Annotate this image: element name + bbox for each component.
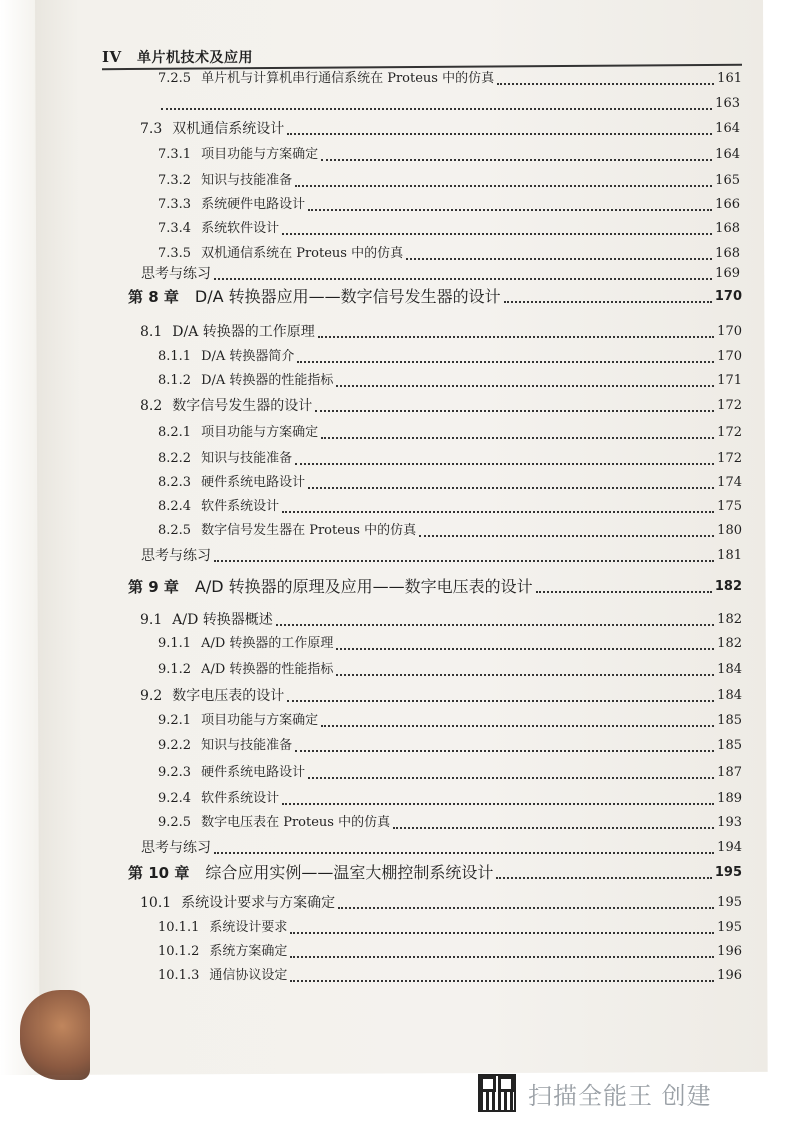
toc-entry [128,863,742,883]
toc-dot-leader [336,673,714,676]
toc-entry-number: 8.2.3 [158,475,192,490]
toc-entry-page: 166 [715,197,740,212]
toc-entry-number: 10.1.2 [158,944,200,959]
toc-entry [158,94,740,114]
toc-entry-page: 170 [717,349,742,364]
toc-entry [158,711,742,731]
toc-entry [140,610,742,630]
toc-dot-leader [214,277,712,280]
toc-dot-leader [406,257,712,260]
toc-entry-number: 8.2.2 [158,451,192,466]
toc-entry-page: 185 [717,738,742,753]
toc-entry-page: 184 [717,688,742,703]
toc-entry-page: 187 [717,765,742,780]
toc-entry [158,497,742,517]
toc-entry-number: 8.1.1 [158,349,192,364]
toc-entry-number: 第 10 章 [128,864,190,882]
toc-dot-leader [282,232,712,235]
toc-entry-number: 9.2 [140,688,163,704]
toc-entry [141,264,740,284]
toc-entry-page: 196 [717,968,742,983]
toc-entry-title: 数字电压表在 Proteus 中的仿真 [201,815,391,830]
toc-dot-leader [214,851,714,854]
toc-entry [140,686,742,706]
toc-entry-page: 172 [717,398,742,413]
toc-entry-number: 7.3.5 [158,246,192,261]
toc-dot-leader [287,699,714,702]
toc-dot-leader [504,300,712,303]
toc-entry-title: 数字信号发生器的设计 [172,398,313,414]
toc-entry-title: 双机通信系统设计 [172,121,285,137]
toc-dot-leader [336,647,714,650]
toc-dot-leader [338,906,714,909]
toc-entry-title: 软件系统设计 [201,791,280,806]
toc-dot-leader [276,623,714,626]
toc-entry [140,119,740,139]
toc-dot-leader [297,360,714,363]
toc-entry-title: 项目功能与方案确定 [201,713,319,728]
page-edge-shadow [0,0,40,1075]
toc-entry-number: 9.2.1 [158,713,192,728]
toc-entry-title: 单片机与计算机串行通信系统在 Proteus 中的仿真 [201,71,495,86]
toc-entry-title: 系统方案确定 [209,944,288,959]
toc-entry-page: 175 [717,499,742,514]
toc-entry-title: D/A 转换器应用——数字信号发生器的设计 [194,287,501,306]
toc-dot-leader [336,384,714,387]
toc-entry-page: 168 [715,246,740,261]
toc-entry-title: 硬件系统电路设计 [201,475,306,490]
toc-entry-number: 9.2.3 [158,765,192,780]
toc-entry-page: 189 [717,791,742,806]
toc-entry-title: 项目功能与方案确定 [201,425,319,440]
toc-entry-number: 7.3.1 [158,147,192,162]
toc-entry-title: A/D 转换器的工作原理 [201,636,334,651]
toc-dot-leader [496,876,712,879]
toc-entry [158,521,742,541]
toc-entry-page: 170 [717,324,742,339]
toc-dot-leader [497,82,714,85]
toc-entry-page: 193 [717,815,742,830]
toc-entry-number: 10.1.3 [158,968,200,983]
toc-entry-title: 系统软件设计 [201,221,280,236]
toc-dot-leader [287,132,712,135]
book-title: 单片机技术及应用 [137,50,254,66]
toc-dot-leader [282,802,714,805]
toc-entry-page: 184 [717,662,742,677]
toc-entry-page: 170 [714,289,742,304]
toc-entry-page: 185 [717,713,742,728]
toc-entry-number: 10.1 [140,895,172,911]
toc-dot-leader [290,931,714,934]
toc-entry-title: 软件系统设计 [201,499,280,514]
toc-entry [158,347,742,367]
toc-entry-page: 164 [715,147,740,162]
toc-entry-number: 9.1 [140,612,163,628]
toc-entry-page: 195 [714,865,742,880]
toc-entry [158,736,742,756]
toc-entry-number: 9.2.5 [158,815,192,830]
toc-entry-title: 知识与技能准备 [201,451,293,466]
scanner-finger-shadow [20,990,90,1080]
toc-entry [158,195,740,215]
toc-entry-number: 7.3.2 [158,173,192,188]
toc-entry-number: 10.1.1 [158,920,200,935]
toc-entry [158,942,742,962]
toc-entry-title: A/D 转换器的原理及应用——数字电压表的设计 [194,577,533,596]
toc-entry-number: 8.2.5 [158,523,192,538]
toc-entry-title: 思考与练习 [141,266,211,282]
toc-entry [158,473,742,493]
toc-entry [158,634,742,654]
toc-entry-title: 系统设计要求与方案确定 [181,895,336,911]
toc-entry-title: 综合应用实例——温室大棚控制系统设计 [205,863,494,882]
toc-entry-page: 182 [717,636,742,651]
toc-entry-page: 163 [715,96,740,111]
toc-entry [141,546,742,566]
toc-entry-title: D/A 转换器的性能指标 [201,373,334,388]
qr-code-icon [478,1074,516,1112]
page-header [102,47,253,67]
toc-entry-number: 第 8 章 [128,288,179,306]
toc-entry-number: 7.2.5 [158,71,192,86]
toc-entry-title: 系统设计要求 [209,920,288,935]
toc-dot-leader [290,979,714,982]
toc-entry-number: 9.2.2 [158,738,192,753]
toc-dot-leader [419,534,714,537]
toc-entry-number: 第 9 章 [128,578,179,596]
toc-dot-leader [290,955,714,958]
toc-entry-number: 8.1 [140,324,163,340]
toc-entry-page: 182 [717,612,742,627]
toc-entry [158,244,740,264]
toc-entry-page: 169 [715,266,740,281]
toc-entry-title: A/D 转换器概述 [172,612,273,628]
toc-dot-leader [318,335,714,338]
toc-entry [158,763,742,783]
toc-dot-leader [393,826,714,829]
toc-dot-leader [321,158,712,161]
toc-entry [140,893,742,913]
toc-dot-leader [295,184,712,187]
toc-dot-leader [282,510,714,513]
toc-entry-title: 数字电压表的设计 [172,688,285,704]
toc-entry-title: 项目功能与方案确定 [201,147,319,162]
toc-dot-leader [214,559,714,562]
toc-dot-leader [295,749,714,752]
toc-entry [158,813,742,833]
toc-entry-page: 195 [717,895,742,910]
toc-entry-number: 9.1.1 [158,636,192,651]
toc-entry-number: 9.1.2 [158,662,192,677]
toc-entry [158,371,742,391]
toc-entry-page: 161 [717,71,742,86]
toc-entry-title: A/D 转换器的性能指标 [201,662,334,677]
toc-entry-page: 174 [717,475,742,490]
toc-dot-leader [295,462,714,465]
watermark-text: 扫描全能王 创建 [528,1081,712,1110]
toc-entry-page: 164 [715,121,740,136]
toc-entry [128,287,742,307]
toc-entry-title: 知识与技能准备 [201,173,293,188]
toc-dot-leader [308,776,714,779]
toc-entry [158,660,742,680]
toc-entry [158,789,742,809]
page-number-roman: IV [102,48,122,66]
toc-dot-leader [315,409,714,412]
toc-entry-title: 硬件系统电路设计 [201,765,306,780]
toc-entry-page: 195 [717,920,742,935]
toc-entry-title: 系统硬件电路设计 [201,197,306,212]
toc-entry [158,918,742,938]
toc-entry-page: 182 [714,579,742,594]
toc-entry-title: 思考与练习 [141,548,211,564]
toc-entry-page: 196 [717,944,742,959]
toc-entry [141,838,742,858]
toc-entry-number: 7.3 [140,121,163,137]
toc-entry-page: 168 [715,221,740,236]
toc-entry-title: D/A 转换器的工作原理 [172,324,315,340]
toc-dot-leader [308,486,714,489]
toc-dot-leader [321,724,714,727]
toc-entry-title: 数字信号发生器在 Proteus 中的仿真 [201,523,417,538]
toc-entry-page: 181 [717,548,742,563]
toc-dot-leader [308,208,712,211]
toc-entry [158,219,740,239]
toc-entry-number: 7.3.4 [158,221,192,236]
toc-dot-leader [161,107,712,110]
toc-entry-page: 165 [715,173,740,188]
toc-entry-number: 7.3.3 [158,197,192,212]
toc-entry [158,69,742,89]
toc-entry-title: 双机通信系统在 Proteus 中的仿真 [201,246,404,261]
toc-entry-number: 8.2.4 [158,499,192,514]
toc-entry-page: 172 [717,425,742,440]
toc-entry-title: D/A 转换器简介 [201,349,295,364]
toc-entry-number: 9.2.4 [158,791,192,806]
toc-entry-page: 180 [717,523,742,538]
toc-entry-number: 8.1.2 [158,373,192,388]
toc-entry-page: 172 [717,451,742,466]
scanner-watermark [478,1074,712,1112]
toc-entry [140,396,742,416]
toc-entry-page: 194 [717,840,742,855]
toc-entry [158,171,740,191]
toc-entry-title: 思考与练习 [141,840,211,856]
toc-entry-number: 8.2 [140,398,163,414]
toc-entry [158,966,742,986]
toc-entry [158,449,742,469]
toc-entry [140,322,742,342]
toc-entry-page: 171 [717,373,742,388]
toc-dot-leader [321,436,714,439]
toc-entry [158,145,740,165]
toc-entry [158,423,742,443]
toc-entry-number: 8.2.1 [158,425,192,440]
toc-entry-title: 通信协议设定 [209,968,288,983]
toc-entry-title: 知识与技能准备 [201,738,293,753]
toc-dot-leader [536,590,712,593]
toc-entry [128,577,742,597]
